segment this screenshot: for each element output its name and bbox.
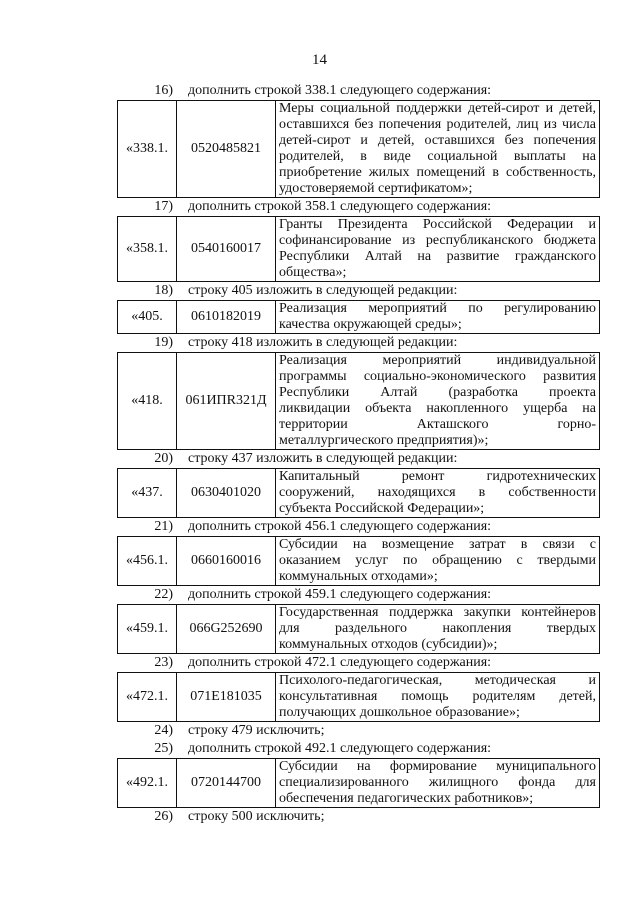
amendment-table <box>117 352 600 450</box>
instruction-text: дополнить строкой 472.1 следующего содержания: <box>188 655 492 670</box>
instruction-number: 19) <box>154 335 173 350</box>
budget-code-cell: 066G252690 <box>177 605 276 654</box>
description-line: оказанием услуг по обращению с твердыми <box>279 553 596 568</box>
amendment-instruction <box>117 740 600 758</box>
table-row <box>118 605 600 654</box>
description-line: родителей, в виде социальной выплаты на <box>279 149 596 164</box>
instruction-number: 22) <box>154 587 173 602</box>
description-line: Психолого-педагогическая, методическая и <box>279 673 596 688</box>
amendment-instruction <box>117 450 600 468</box>
row-code-cell: «472.1. <box>118 673 177 722</box>
budget-code-cell: 0610182019 <box>177 301 276 334</box>
instruction-text: строку 500 исключить; <box>188 809 325 824</box>
row-code-cell: «492.1. <box>118 759 177 808</box>
table-row <box>118 101 600 198</box>
row-code-cell: «358.1. <box>118 217 177 282</box>
row-code-cell: «437. <box>118 469 177 518</box>
amendment-table <box>117 604 600 654</box>
instruction-number: 21) <box>154 519 173 534</box>
instruction-text: строку 405 изложить в следующей редакции: <box>188 283 458 298</box>
description-cell <box>276 673 600 722</box>
budget-code-cell: 0540160017 <box>177 217 276 282</box>
amendment-table <box>117 468 600 518</box>
description-line: софинансирование из республиканского бюджета <box>279 233 596 248</box>
description-line: Республики Алтай (разработка проекта <box>279 385 596 400</box>
instruction-number: 23) <box>154 655 173 670</box>
amendment-instruction <box>117 722 600 740</box>
instruction-number: 25) <box>154 741 173 756</box>
description-line: территории Акташского горно- <box>279 417 596 432</box>
amendments-list <box>117 82 600 826</box>
description-line: Реализация мероприятий по регулированию <box>279 301 596 316</box>
description-cell <box>276 101 600 198</box>
amendment-instruction <box>117 82 600 100</box>
description-line: оставшихся без попечения родителей, лиц из числа <box>279 117 596 132</box>
budget-code-cell: 0520485821 <box>177 101 276 198</box>
amendment-instruction <box>117 334 600 352</box>
instruction-text: дополнить строкой 456.1 следующего содержания: <box>188 519 492 534</box>
table-row <box>118 217 600 282</box>
description-line: Меры социальной поддержки детей-сирот и детей, <box>279 101 596 116</box>
table-row <box>118 301 600 334</box>
instruction-number: 16) <box>154 83 173 98</box>
budget-code-cell: 0720144700 <box>177 759 276 808</box>
instruction-text: строку 437 изложить в следующей редакции: <box>188 451 458 466</box>
description-cell <box>276 537 600 586</box>
amendment-table <box>117 216 600 282</box>
table-row <box>118 469 600 518</box>
row-code-cell: «459.1. <box>118 605 177 654</box>
description-line: обеспечения педагогических работников»; <box>279 791 534 806</box>
amendment-table <box>117 536 600 586</box>
description-line: металлургического предприятия)»; <box>279 433 489 448</box>
row-code-cell: «338.1. <box>118 101 177 198</box>
amendment-table <box>117 672 600 722</box>
description-cell <box>276 469 600 518</box>
instruction-text: строку 479 исключить; <box>188 723 325 738</box>
instruction-text: дополнить строкой 459.1 следующего содержания: <box>188 587 492 602</box>
amendment-table <box>117 758 600 808</box>
description-line: коммунальных отходов (субсидии)»; <box>279 637 498 652</box>
description-line: субъекта Российской Федерации»; <box>279 501 485 516</box>
description-line: Государственная поддержка закупки контейнеров <box>279 605 596 620</box>
description-line: консультативная помощь родителям детей, <box>279 689 596 704</box>
table-row <box>118 353 600 450</box>
description-line: удостоверяемой сертификатом»; <box>279 181 473 196</box>
description-line: общества»; <box>279 265 347 280</box>
amendment-instruction <box>117 198 600 216</box>
table-row <box>118 673 600 722</box>
description-line: Реализация мероприятий индивидуальной <box>279 353 596 368</box>
instruction-number: 18) <box>154 283 173 298</box>
row-code-cell: «405. <box>118 301 177 334</box>
description-line: получающих дошкольное образование»; <box>279 705 520 720</box>
description-cell <box>276 353 600 450</box>
description-line: специализированного жилищного фонда для <box>279 775 596 790</box>
description-line: приобретение жилых помещений в собственность, <box>279 165 596 180</box>
amendment-table <box>117 100 600 198</box>
budget-code-cell: 0630401020 <box>177 469 276 518</box>
amendment-instruction <box>117 586 600 604</box>
description-line: Субсидии на формирование муниципального <box>279 759 596 774</box>
budget-code-cell: 061ИПR321Д <box>177 353 276 450</box>
page-number: 14 <box>312 52 327 68</box>
instruction-text: дополнить строкой 358.1 следующего содержания: <box>188 199 492 214</box>
description-line: для раздельного накопления твердых <box>279 621 596 636</box>
budget-code-cell: 0660160016 <box>177 537 276 586</box>
row-code-cell: «456.1. <box>118 537 177 586</box>
amendment-instruction <box>117 808 600 826</box>
description-line: коммунальных отходами»; <box>279 569 438 584</box>
description-line: качества окружающей среды»; <box>279 317 462 332</box>
description-cell <box>276 759 600 808</box>
description-line: Республики Алтай на развитие гражданского <box>279 249 596 264</box>
row-code-cell: «418. <box>118 353 177 450</box>
description-cell <box>276 605 600 654</box>
description-line: Капитальный ремонт гидротехнических <box>279 469 596 484</box>
budget-code-cell: 071E181035 <box>177 673 276 722</box>
amendment-instruction <box>117 282 600 300</box>
description-cell <box>276 217 600 282</box>
instruction-text: дополнить строкой 338.1 следующего содержания: <box>188 83 492 98</box>
table-row <box>118 759 600 808</box>
description-line: программы социально-экономического развития <box>279 369 596 384</box>
instruction-number: 20) <box>154 451 173 466</box>
instruction-text: дополнить строкой 492.1 следующего содержания: <box>188 741 492 756</box>
instruction-number: 17) <box>154 199 173 214</box>
description-line: Гранты Президента Российской Федерации и <box>279 217 596 232</box>
amendment-instruction <box>117 654 600 672</box>
description-line: Субсидии на возмещение затрат в связи с <box>279 537 596 552</box>
instruction-number: 24) <box>154 723 173 738</box>
description-line: ликвидации объекта накопленного ущерба на <box>279 401 596 416</box>
instruction-text: строку 418 изложить в следующей редакции: <box>188 335 458 350</box>
amendment-instruction <box>117 518 600 536</box>
table-row <box>118 537 600 586</box>
amendment-table <box>117 300 600 334</box>
description-line: сооружений, находящихся в собственности <box>279 485 596 500</box>
instruction-number: 26) <box>154 809 173 824</box>
description-line: детей-сирот и детей, оставшихся без попечения <box>279 133 596 148</box>
description-cell <box>276 301 600 334</box>
